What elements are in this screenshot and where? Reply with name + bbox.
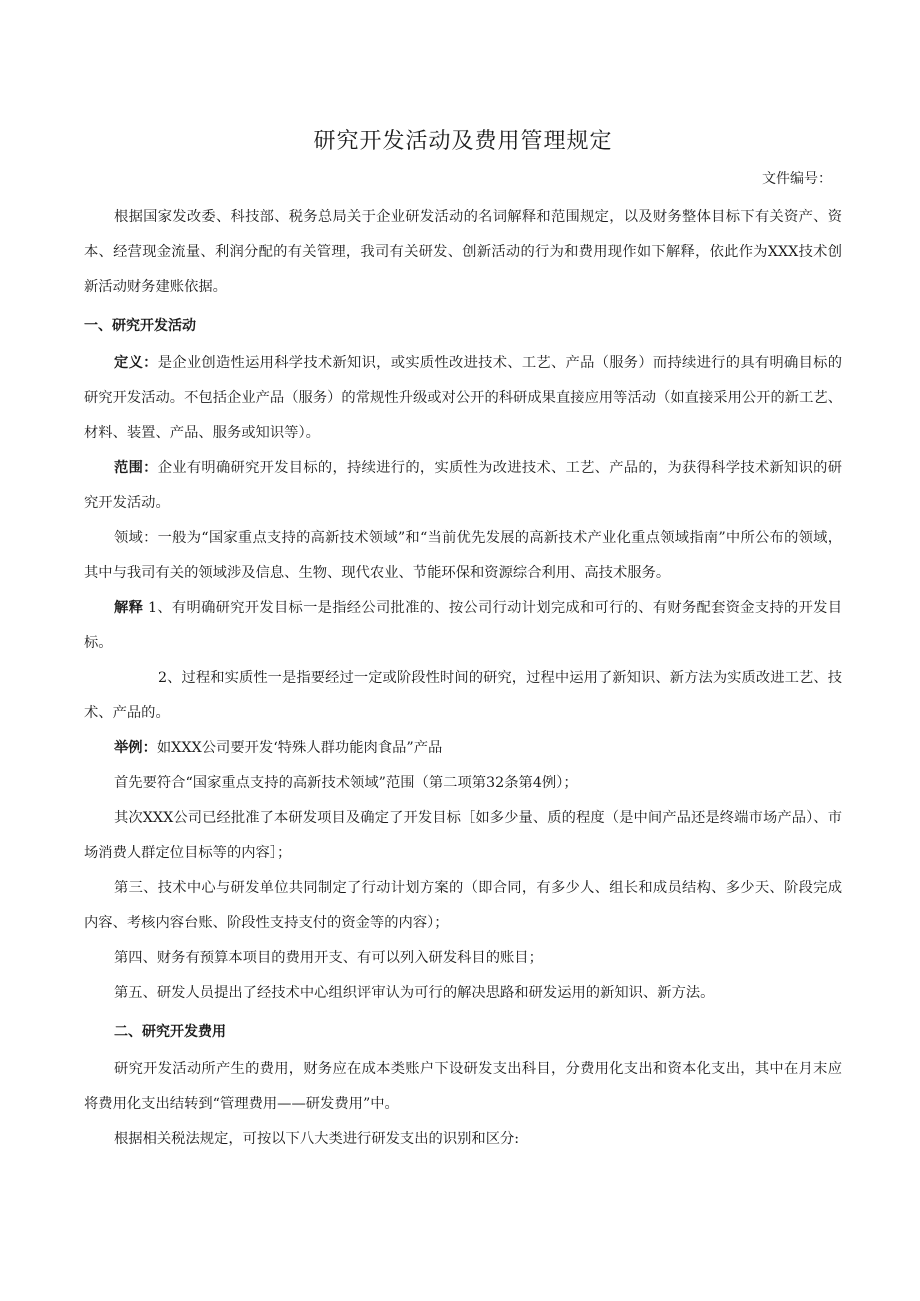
field-text: 一般为“国家重点支持的高新技术领域”和“当前优先发展的高新技术产业化重点领域指南”中所公布的领域，其中与我司有关的领域涉及信息、生物、现代农业、节能环保和资源综合利用、高技术服务。 [84,530,843,581]
scope-label: 范围： [114,460,158,476]
example-paragraph [84,731,842,766]
explanation-item-2: 2、过程和实质性一是指要经过一定或阶段性时间的研究，过程中运用了新知识、新方法为实质改进工艺、技术、产品的。 [84,670,842,721]
document-number-label: 文件编号： [762,171,832,187]
example-step-1: 首先要符合“国家重点支持的高新技术领域”范围（第二项第32条第4例）； [114,775,578,791]
example-label: 举例： [114,740,157,756]
example-step-5: 第五、研发人员提出了经技术中心组织评审认为可行的解决思路和研发运用的新知识、新方法。 [114,985,715,1001]
section-2-paragraph-2: 根据相关税法规定，可按以下八大类进行研发支出的识别和区分: [114,1131,520,1147]
field-paragraph [84,521,842,591]
document-page [84,0,842,1301]
scope-paragraph [84,451,842,521]
example-step-4: 第四、财务有预算本项目的费用开支、有可以列入研发科目的账目； [114,950,543,966]
scope-text: 企业有明确研究开发目标的，持续进行的，实质性为改进技术、工艺、产品的，为获得科学技术新知识的研究开发活动。 [84,460,843,511]
explanation-item-1: 1、有明确研究开发目标一是指经公司批准的、按公司行动计划完成和可行的、有财务配套资金支持的开发目标。 [84,600,843,651]
explanation-label: 解释 [114,600,144,616]
section-2-heading: 二、研究开发费用 [114,1024,226,1040]
document-body [84,200,842,1157]
definition-text: 是企业创造性运用科学技术新知识，或实质性改进技术、工艺、产品（服务）而持续进行的具有明确目标的研究开发活动。不包括企业产品（服务）的常规性升级或对公开的科研成果直接应用等活动（如直接采用公开的新工艺、材料、装置、产品、服务或知识等）。 [84,355,843,441]
definition-label: 定义： [114,355,158,371]
example-step-3: 第三、技术中心与研发单位共同制定了行动计划方案的（即合同，有多少人、组长和成员结构、多少天、阶段完成内容、考核内容台账、阶段性支持支付的资金等的内容）； [84,880,842,931]
field-label: 领域： [114,530,158,546]
definition-paragraph [84,346,842,451]
section-2-paragraph-1: 研究开发活动所产生的费用，财务应在成本类账户下设研发支出科目，分费用化支出和资本化支出，其中在月末应将费用化支出结转到“管理费用——研发费用”中。 [84,1061,842,1112]
example-step-2: 其次XXX公司已经批准了本研发项目及确定了开发目标［如多少量、质的程度（是中间产品还是终端市场产品）、市场消费人群定位目标等的内容］； [84,810,842,861]
example-text: 如XXX公司要开发‘特殊人群功能肉食品”产品 [156,740,443,756]
intro-paragraph: 根据国家发改委、科技部、税务总局关于企业研发活动的名词解释和范围规定，以及财务整体目标下有关资产、资本、经营现金流量、利润分配的有关管理，我司有关研发、创新活动的行为和费用现作如下解释，依此作为XXX技术创新活动财务建账依据。 [84,209,842,295]
section-1-heading: 一、研究开发活动 [84,318,196,334]
document-title: 研究开发活动及费用管理规定 [313,129,613,154]
explanation-paragraph [84,591,842,661]
